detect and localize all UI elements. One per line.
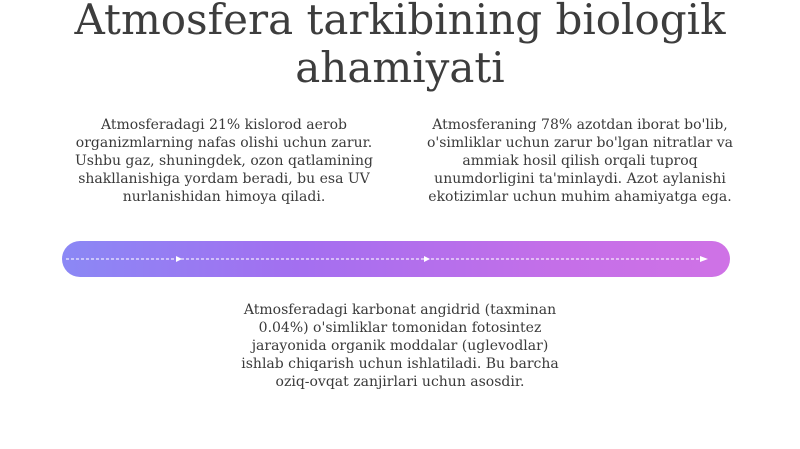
timeline-arrow-1 — [176, 256, 182, 262]
slide-title: Atmosfera tarkibining biologik ahamiyati — [74, 0, 726, 92]
timeline-bar — [62, 241, 730, 277]
timeline-arrow-line — [62, 241, 730, 277]
carbon-dioxide-paragraph: Atmosferadagi karbonat angidrid (taxminan 0.04%) o'simliklar tomonidan fotosintez jarayonida organik moddalar (uglevodlar) ishlab chiqarish uchun ishlatiladi. Bu barcha oziq-ovqat zanjirlari uchun asosdir. — [241, 302, 559, 390]
oxygen-paragraph: Atmosferadagi 21% kislorod aerob organizmlarning nafas olishi uchun zarur. Ushbu gaz, shuningdek, ozon qatlamining shakllanishiga yordam beradi, bu esa UV nurlanishidan himoya qiladi. — [74, 117, 374, 205]
timeline-arrow-2 — [424, 256, 430, 262]
nitrogen-paragraph: Atmosferaning 78% azotdan iborat bo'lib, o'simliklar uchun zarur bo'lgan nitratlar va ammiak hosil qilish orqali tuproq unumdorligini ta'minlaydi. Azot aylanishi ekotizimlar uchun muhim ahamiyatga ega. — [426, 117, 734, 205]
timeline-arrow-3 — [700, 256, 708, 262]
